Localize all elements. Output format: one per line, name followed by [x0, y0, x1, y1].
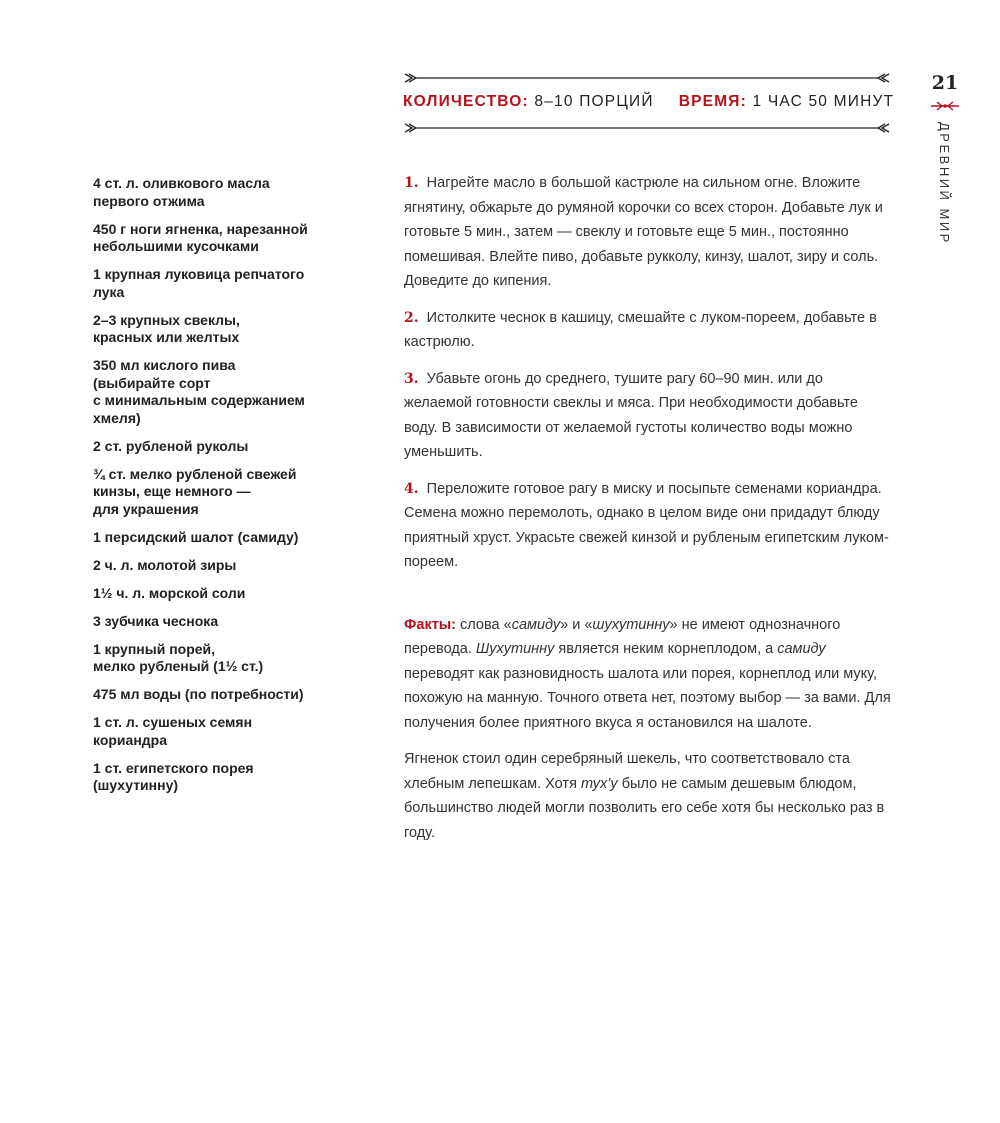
- ingredients-list: [93, 175, 348, 805]
- ingredient-item: 3 зубчика чеснока: [93, 612, 219, 629]
- facts-paragraph: [404, 613, 894, 736]
- facts-term: самиду: [777, 641, 826, 657]
- time-value: 1 ЧАС 50 МИНУТ: [752, 93, 895, 110]
- step-text: Истолките чеснок в кашицу, смешайте с луком-пореем, добавьте в кастрюлю.: [404, 309, 877, 350]
- ingredient-item: 1 крупная луковица репчатого лука: [93, 266, 305, 300]
- ingredient-item: 450 г ноги ягненка, нарезанной небольшими кусочками: [93, 220, 308, 254]
- ingredient-item: 1 ст. египетского порея (шухутинну): [93, 759, 254, 793]
- facts-text: » не имеют однозначного перевода.: [404, 616, 841, 657]
- chapter-title: ДРЕВНИЙ МИР: [937, 122, 952, 245]
- ingredient-item: 1 персидский шалот (самиду): [93, 528, 299, 545]
- facts-term: самиду: [511, 616, 561, 633]
- ingredient-item: 1 крупный порей, мелко рубленый (1½ ст.): [93, 640, 264, 674]
- ingredient-item: 2 ч. л. молотой зиры: [93, 556, 237, 573]
- recipe-body: [404, 171, 894, 845]
- header-bottom-rule: [403, 122, 891, 134]
- step-text: Нагрейте масло в большой кастрюле на сильном огне. Вложите ягнятину, обжарьте до румяной корочки со всех сторон. Добавьте лук и готовьте 5 мин., затем — свеклу и готовьте еще 5 мин., постоянно помешивая. Влейте пиво, добавьте рукколу, кинзу, шалот, зиру и соль. Доведите до кипения.: [404, 175, 883, 289]
- closing-term: тух’у: [580, 775, 618, 792]
- time-label: ВРЕМЯ:: [678, 93, 748, 110]
- ingredient-item: 1 ст. л. сушеных семян кориандра: [93, 714, 253, 748]
- facts-text: является неким корнеплодом, а: [554, 641, 778, 657]
- quantity-value: 8–10 ПОРЦИЙ: [534, 93, 654, 110]
- closing-text: Ягненок стоил один серебряный шекель, что соответствовало ста хлебным лепешкам. Хотя: [404, 751, 850, 792]
- facts-term: Шухутинну: [475, 641, 555, 657]
- ingredient-item: 4 ст. л. оливкового масла первого отжима: [93, 175, 270, 209]
- ingredient-item: ¾ ст. мелко рубленой свежей кинзы, еще немного — для украшения: [93, 465, 297, 517]
- step-text: Переложите готовое рагу в миску и посыпьте семенами кориандра. Семена можно перемолоть, однако в целом виде они придадут блюду приятный хруст. Украсьте свежей кинзой и рубленым египетским луком-пореем.: [404, 480, 889, 570]
- page-number: 21: [931, 72, 959, 94]
- step-4: [404, 477, 894, 575]
- step-number: 1.: [404, 175, 419, 191]
- step-number: 3.: [404, 370, 419, 387]
- step-2: [404, 306, 894, 355]
- step-number: 4.: [404, 480, 419, 497]
- ingredient-item: 1½ ч. л. морской соли: [93, 584, 246, 601]
- step-number: 2.: [404, 309, 419, 326]
- facts-text: » и «: [560, 616, 593, 633]
- closing-text: было не самым дешевым блюдом, большинство людей могли позволить его себе хотя бы несколько раз в году.: [404, 775, 885, 841]
- facts-text: слова «: [456, 616, 512, 633]
- ingredient-item: 2 ст. рубленой руколы: [93, 437, 249, 454]
- step-text: Убавьте огонь до среднего, тушите рагу 60–90 мин. или до желаемой готовности свеклы и мяса. При необходимости добавьте воду. В зависимости от желаемой густоты количество воды можно уменьшить.: [404, 370, 858, 460]
- step-3: [404, 367, 894, 465]
- closing-paragraph: [404, 747, 894, 845]
- step-1: [404, 171, 894, 294]
- facts-label: Факты:: [404, 616, 457, 633]
- header-top-rule: [403, 72, 891, 84]
- facts-text: переводят как разновидность шалота или порея, корнеплод или муку, похожую на манную. Точного ответа нет, поэтому выбор — за вами. Для получения более приятного вкуса я остановился на шалоте.: [404, 665, 891, 731]
- quantity-label: КОЛИЧЕСТВО:: [403, 93, 529, 110]
- ingredient-item: 2–3 крупных свеклы, красных или желтых: [93, 311, 240, 345]
- ingredient-item: 475 мл воды (по потребности): [93, 686, 304, 702]
- ingredient-item: 350 мл кислого пива (выбирайте сорт с минимальным содержанием хмеля): [93, 357, 305, 426]
- facts-term: шухутинну: [592, 616, 670, 633]
- recipe-meta: [403, 93, 895, 111]
- ornament-icon: [931, 99, 959, 111]
